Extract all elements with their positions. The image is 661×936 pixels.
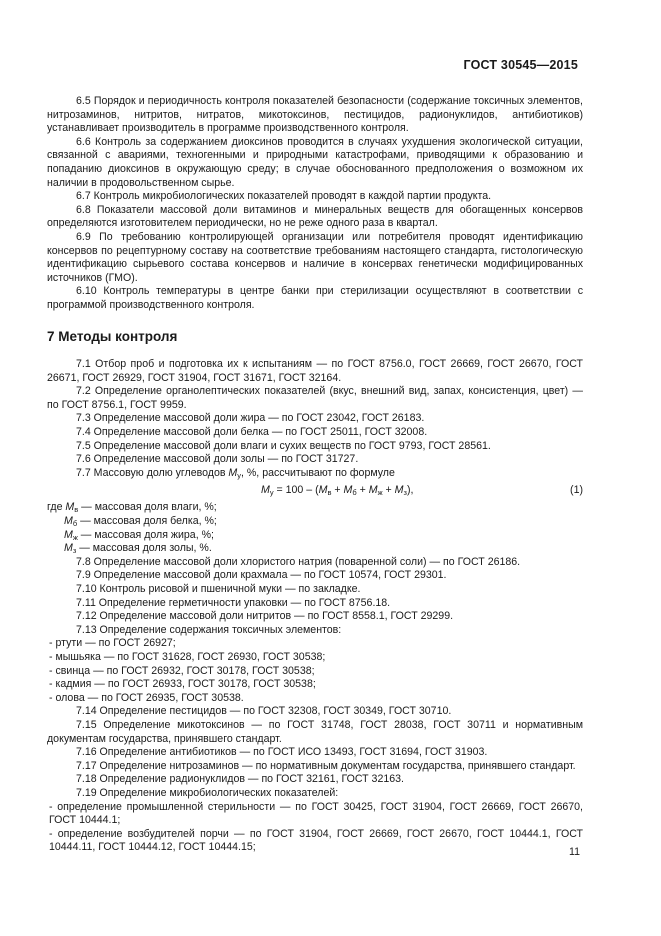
section-heading: 7 Методы контроля [47,328,178,344]
def-text: — массовая доля влаги, %; [78,501,217,514]
paragraph-6-9: 6.9 По требованию контролирующей организации или потребителя проводят идентификацию консервов по рецептурному составу на соответствие требованиям настоящего стандарта, гистологическую идентификацию сырьевого состава консервов и наличие в консервах генетически модифицированных источников (ГМО). [47,230,583,284]
formula-term-2-sub: б [352,488,357,498]
paragraph-7-12: 7.12 Определение массовой доли нитритов — по ГОСТ 8558.1, ГОСТ 29299. [76,610,454,623]
formula-1 [47,482,583,498]
def-subscript: ж [72,532,78,542]
carbohydrate-symbol: M [228,466,238,479]
formula-term-4: M [394,484,404,497]
carbohydrate-subscript: у [237,470,241,480]
formula-eq: = 100 – ( [273,484,319,497]
definition-ash [47,542,583,556]
paragraph-7-16: 7.16 Определение антибиотиков — по ГОСТ ИСО 13493, ГОСТ 31694, ГОСТ 31903. [76,746,488,759]
paragraph-7-5: 7.5 Определение массовой доли влаги и сухих веществ по ГОСТ 9793, ГОСТ 28561. [76,439,491,452]
def-symbol: M [65,501,75,514]
paragraph-7-1: 7.1 Отбор проб и подготовка их к испытаниям — по ГОСТ 8756.0, ГОСТ 26669, ГОСТ 26670, ГОСТ 26671, ГОСТ 26929, ГОСТ 31904, ГОСТ 31671, ГОСТ 32164. [47,358,583,384]
paragraph-7-9: 7.9 Определение массовой доли крахмала — по ГОСТ 10574, ГОСТ 29301. [76,569,447,582]
paragraph-7-14: 7.14 Определение пестицидов — по ГОСТ 32308, ГОСТ 30349, ГОСТ 30710. [76,705,452,718]
paragraph-7-7-text: 7.7 Массовую долю углеводов [76,466,229,479]
list-item-arsenic: - мышьяка — по ГОСТ 31628, ГОСТ 26930, ГОСТ 30538; [49,650,326,663]
page-number: 11 [569,846,580,858]
paragraph-6-8: 6.8 Показатели массовой доли витаминов и минеральных веществ для обогащенных консервов определяются изготовителем периодически, но не реже одного раза в квартал. [47,203,583,230]
definition-moisture [47,501,583,515]
def-symbol: M [64,528,73,541]
paragraph-6-6: 6.6 Контроль за содержанием диоксинов проводится в случаях ухудшения экологической ситуации, связанной с авариями, техногенными и природными катастрофами, приводящими к образованию и попаданию диоксинов в окружающую среду; в случае обоснованного предположения о возможном их наличии в продовольственном сырье. [47,135,583,189]
formula-number: (1) [570,484,583,497]
def-subscript: в [74,505,79,515]
list-item-tin: - олова — по ГОСТ 26935, ГОСТ 30538. [49,691,244,704]
def-text: — массовая доля белка, %; [77,515,217,528]
formula-term-1-sub: в [327,488,332,498]
formula-term-2: M [343,484,353,497]
paragraph-7-7-tail: , %, рассчитывают по формуле [241,466,395,479]
formula-expression [261,482,413,498]
paragraph-7-2: 7.2 Определение органолептических показателей (вкус, внешний вид, запах, консистенция, цвет) — по ГОСТ 8756.1, ГОСТ 9959. [47,385,583,411]
paragraph-7-8: 7.8 Определение массовой доли хлористого натрия (поваренной соли) — по ГОСТ 26186. [76,555,521,568]
def-text: — массовая доля золы, %. [76,542,212,555]
document-body [47,95,583,855]
list-item-spoilage: - определение возбудителей порчи — по ГОСТ 31904, ГОСТ 26669, ГОСТ 26670, ГОСТ 10444.1, ГОСТ 10444.11, ГОСТ 10444.12, ГОСТ 10444.15; [49,827,583,854]
standard-header: ГОСТ 30545—2015 [463,58,578,72]
formula-plus-1: + [331,484,344,497]
where-label: где [47,501,66,514]
def-subscript: б [72,519,78,529]
paragraph-6-7: 6.7 Контроль микробиологических показателей проводят в каждой партии продукта. [76,190,492,203]
formula-term-4-sub: з [403,488,407,498]
formula-lhs-sub: у [269,488,274,498]
paragraph-7-11: 7.11 Определение герметичности упаковки — по ГОСТ 8756.18. [76,596,391,609]
definition-protein [47,515,583,529]
list-item-lead: - свинца — по ГОСТ 26932, ГОСТ 30178, ГОСТ 30538; [49,664,315,677]
paragraph-7-7 [47,467,583,481]
paragraph-7-13: 7.13 Определение содержания токсичных элементов: [76,623,342,636]
formula-close: ), [406,484,414,497]
list-item-mercury: - ртути — по ГОСТ 26927; [49,637,176,650]
formula-term-3: M [368,484,378,497]
list-item-sterility: - определение промышленной стерильности — по ГОСТ 30425, ГОСТ 31904, ГОСТ 26669, ГОСТ 26670, ГОСТ 10444.1; [49,800,583,827]
paragraph-7-3: 7.3 Определение массовой доли жира — по ГОСТ 23042, ГОСТ 26183. [76,412,425,425]
paragraph-7-18: 7.18 Определение радионуклидов — по ГОСТ 32161, ГОСТ 32163. [76,773,404,786]
paragraph-6-10: 6.10 Контроль температуры в центре банки при стерилизации осуществляют в соответствии с программой производственного контроля. [47,285,583,311]
definition-fat [47,529,583,543]
paragraph-6-5: 6.5 Порядок и периодичность контроля показателей безопасности (содержание токсичных элементов, нитрозаминов, нитритов, нитратов, микотоксинов, пестицидов, радионуклидов, антибиотиков) устанавливает производитель в программе производственного контроля. [47,95,583,135]
formula-term-3-sub: ж [377,488,383,498]
paragraph-7-17: 7.17 Определение нитрозаминов — по нормативным документам государства, принявшего стандарт. [76,759,576,772]
def-text: — массовая доля жира, %; [77,528,214,541]
def-subscript: з [72,546,77,556]
formula-plus-3: + [382,484,395,497]
def-symbol: M [64,542,73,555]
def-symbol: M [64,515,73,528]
paragraph-7-15: 7.15 Определение микотоксинов — по ГОСТ 31748, ГОСТ 28038, ГОСТ 30711 и нормативным документам государства, принявшего стандарт. [47,718,583,745]
formula-term-1: M [318,484,328,497]
paragraph-7-6: 7.6 Определение массовой доли золы — по ГОСТ 31727. [76,453,359,466]
formula-plus-2: + [356,484,369,497]
paragraph-7-4: 7.4 Определение массовой доли белка — по ГОСТ 25011, ГОСТ 32008. [76,426,428,439]
formula-lhs: M [261,484,270,497]
paragraph-7-10: 7.10 Контроль рисовой и пшеничной муки — по закладке. [76,583,361,595]
list-item-cadmium: - кадмия — по ГОСТ 26933, ГОСТ 30178, ГОСТ 30538; [49,678,316,691]
paragraph-7-19: 7.19 Определение микробиологических показателей: [76,786,339,799]
